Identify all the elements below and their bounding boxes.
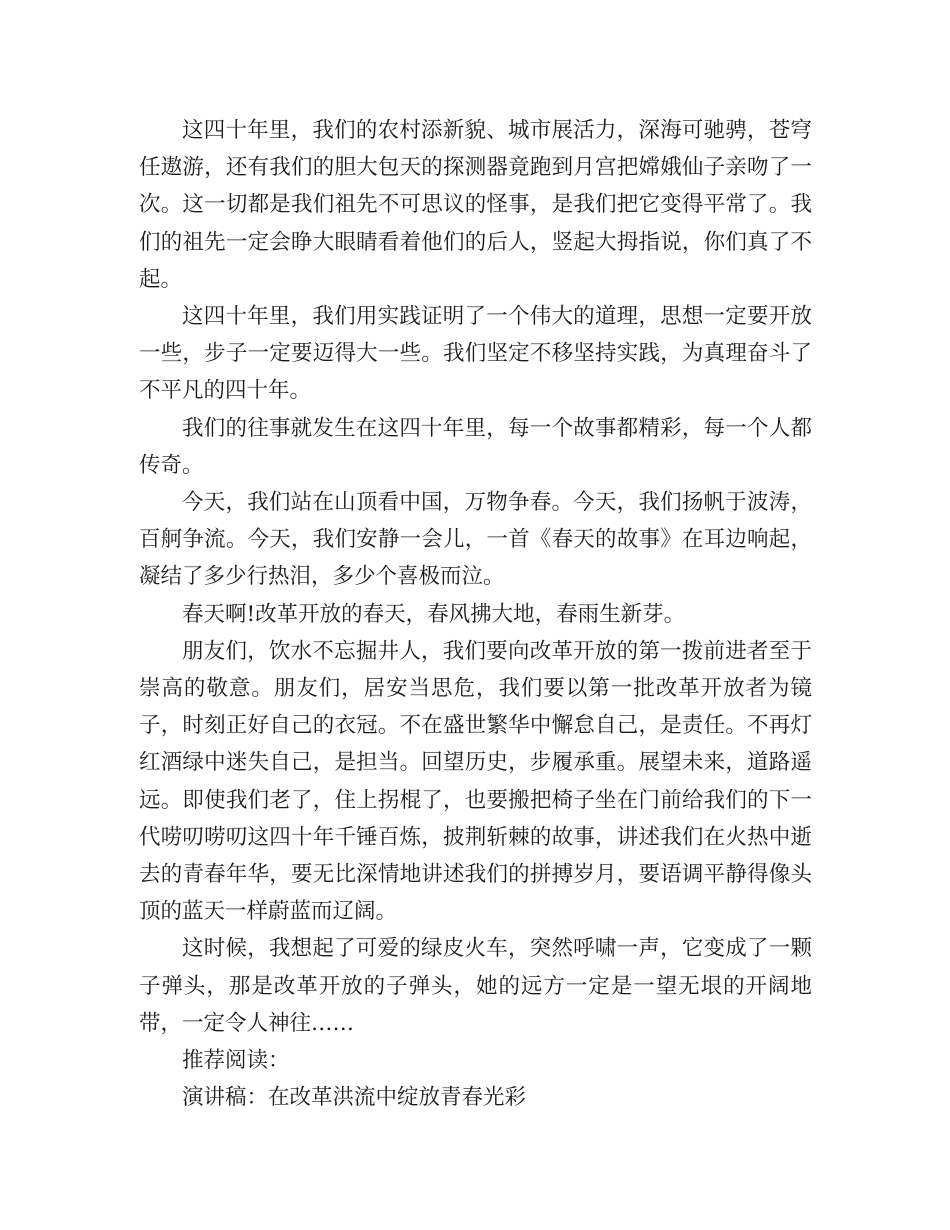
recommended-reading-label: 推荐阅读：: [182, 1048, 290, 1074]
paragraph-friends: 朋友们，饮水不忘掘井人，我们要向改革开放的第一拨前进者至于崇高的敬意。朋友们，居安当思危，我们要以第一批改革开放者为镜子，时刻正好自己的衣冠。不在盛世繁华中懈怠自己，是责任。不再灯红酒绿中迷失自己，是担当。回望历史，步履承重。展望未来，道路遥远。即使我们老了，住上拐棍了，也要搬把椅子坐在门前给我们的下一代唠叨唠叨这四十年千锤百炼，披荆斩棘的故事，讲述我们在火热中逝去的青春年华，要无比深情地讲述我们的拼搏岁月，要语调平静得像头顶的蓝天一样蔚蓝而辽阔。: [139, 638, 812, 925]
paragraph-stories: 我们的往事就发生在这四十年里，每一个故事都精彩，每一个人都传奇。: [139, 415, 812, 478]
paragraph-spring: 春天啊!改革开放的春天，春风拂大地，春雨生新芽。: [182, 601, 686, 627]
paragraph-practice-truth: 这四十年里，我们用实践证明了一个伟大的道理，思想一定要开放一些，步子一定要迈得大一些。我们坚定不移坚持实践，为真理奋斗了不平凡的四十年。: [139, 304, 812, 404]
recommended-reading-link[interactable]: 演讲稿：在改革洪流中绽放青春光彩: [182, 1085, 527, 1111]
paragraph-today: 今天，我们站在山顶看中国，万物争春。今天，我们扬帆于波涛，百舸争流。今天，我们安静一会儿，一首《春天的故事》在耳边响起，凝结了多少行热泪，多少个喜极而泣。: [139, 490, 812, 590]
paragraph-forty-years-achievements: 这四十年里，我们的农村添新貌、城市展活力，深海可驰骋，苍穹任遨游，还有我们的胆大包天的探测器竟跑到月宫把嫦娥仙子亲吻了一次。这一切都是我们祖先不可思议的怪事，是我们把它变得平常了。我们的祖先一定会睁大眼睛看着他们的后人，竖起大拇指说，你们真了不起。: [139, 118, 812, 292]
paragraph-green-train: 这时候，我想起了可爱的绿皮火车，突然呼啸一声，它变成了一颗子弹头，那是改革开放的子弹头，她的远方一定是一望无垠的开阔地带，一定令人神往……: [139, 936, 812, 1036]
